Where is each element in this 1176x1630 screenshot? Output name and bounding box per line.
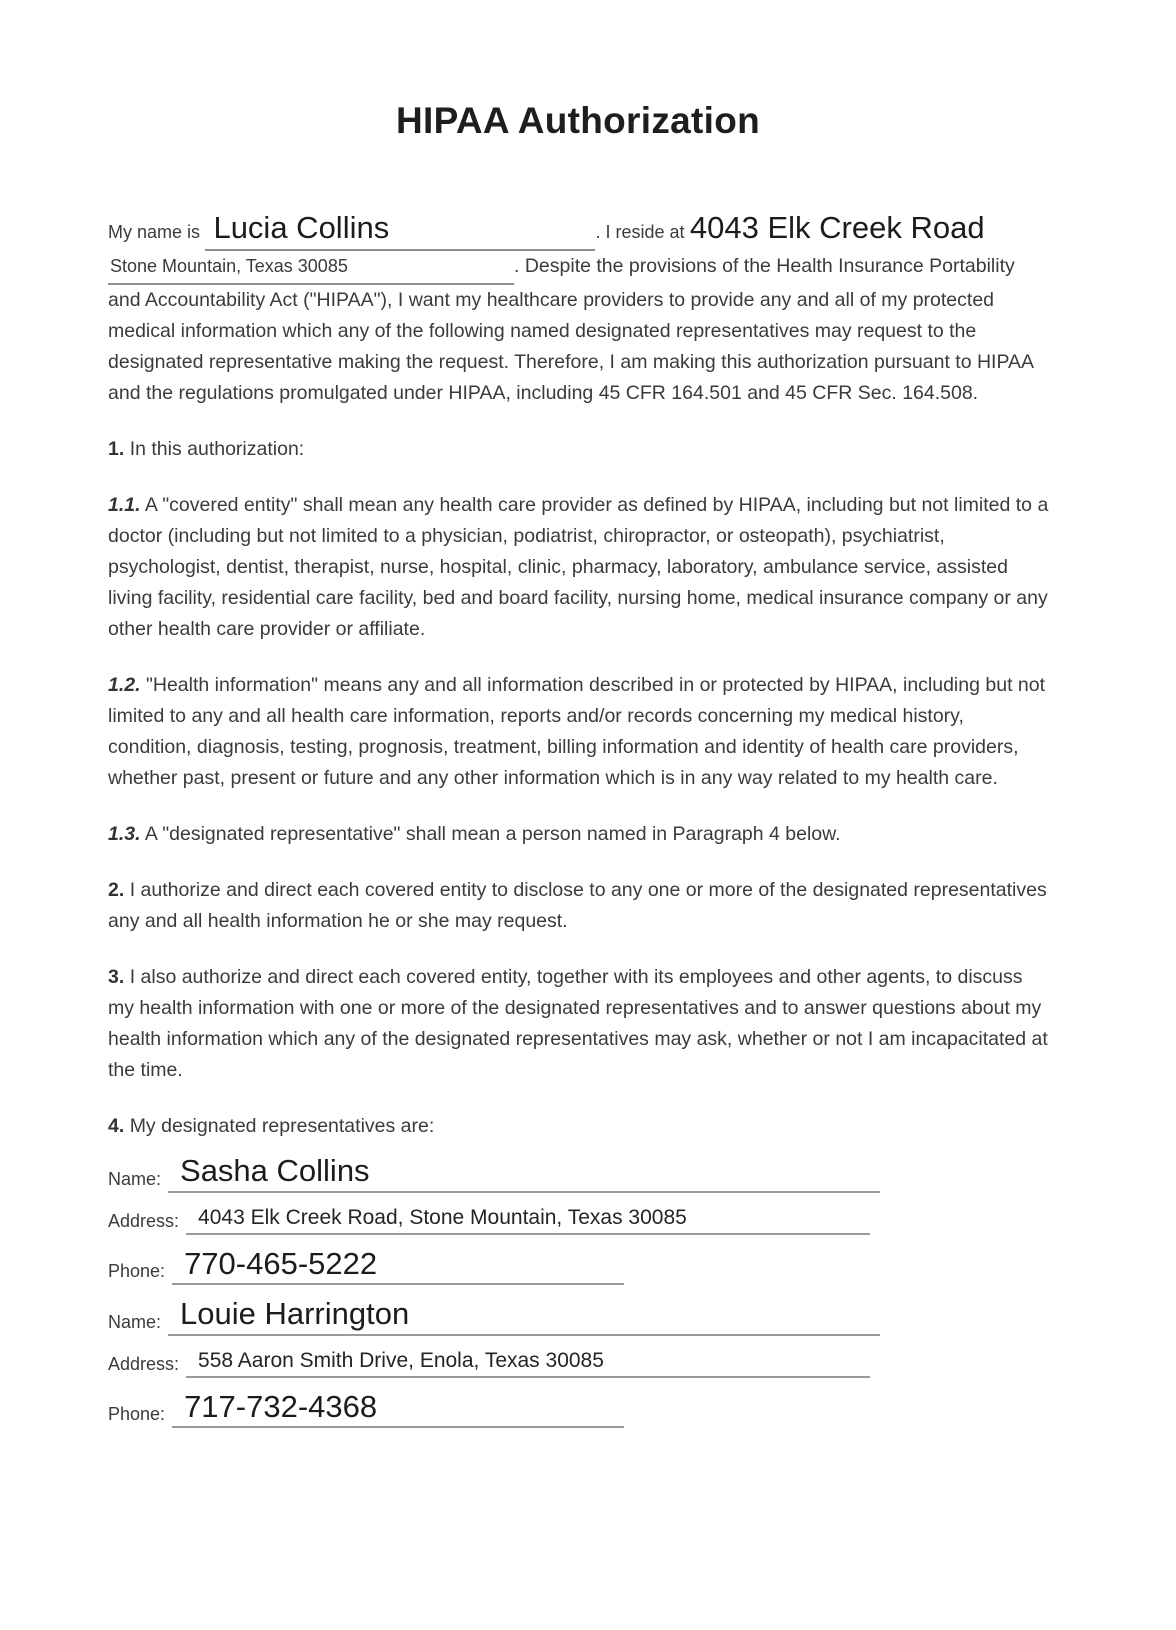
name-label: Name: (108, 1311, 162, 1332)
rep2-address-row (108, 1349, 1050, 1378)
address-label: Address: (108, 1353, 180, 1374)
phone-label: Phone: (108, 1261, 166, 1282)
section-2-number: 2. (108, 879, 125, 901)
patient-address-line1-field[interactable]: 4043 Elk Creek Road (689, 210, 985, 245)
section-1-3 (108, 819, 1050, 850)
document-content (108, 212, 1050, 1428)
rep2-phone-row (108, 1388, 1050, 1429)
patient-address-line2-field[interactable] (108, 251, 514, 285)
rep2-address-value[interactable]: 558 Aaron Smith Drive, Enola, Texas 30085 (198, 1348, 604, 1372)
rep1-phone-value[interactable]: 770-465-5222 (184, 1245, 378, 1281)
section-3-number: 3. (108, 966, 125, 988)
representative-block-1 (108, 1155, 1050, 1285)
section-2 (108, 875, 1050, 937)
rep1-name-value[interactable]: Sasha Collins (180, 1153, 370, 1188)
rep1-phone-row (108, 1245, 1050, 1286)
section-2-text: I authorize and direct each covered entity to disclose to any one or more of the designated representatives any and all health information he or she may request. (108, 879, 1047, 932)
name-label: Name: (108, 1168, 162, 1189)
address-label: Address: (108, 1210, 180, 1231)
intro-continuation-text: . Despite the provisions of the Health Insurance Portability and Accountability Act ("HIPAA"), I want my healthcare providers to provide any and all of my protected medical information which any of the following named designated representatives may request to the designated representative making the request. Therefore, I am making this authorization pursuant to HIPAA and the regulations promulgated under HIPAA, including 45 CFR 164.501 and 45 CFR Sec. 164.508. (108, 255, 1033, 404)
my-name-is-label: My name is (108, 222, 201, 242)
section-1 (108, 434, 1050, 465)
patient-name-field[interactable] (205, 212, 595, 251)
rep2-name-value[interactable]: Louie Harrington (180, 1296, 410, 1332)
rep2-phone-value[interactable]: 717-732-4368 (184, 1388, 378, 1424)
rep2-address-field[interactable] (186, 1349, 870, 1378)
section-1-text: In this authorization: (129, 438, 305, 460)
section-1-2 (108, 670, 1050, 794)
rep1-address-row (108, 1206, 1050, 1235)
representatives-list (108, 1155, 1050, 1428)
rep2-phone-field[interactable] (172, 1388, 624, 1429)
rep1-phone-field[interactable] (172, 1245, 624, 1286)
section-1-1 (108, 490, 1050, 645)
intro-paragraph (108, 212, 1050, 409)
representative-block-2 (108, 1298, 1050, 1428)
patient-address-line2-value[interactable]: Stone Mountain, Texas 30085 (110, 256, 348, 276)
section-4-number: 4. (108, 1115, 125, 1137)
rep1-name-field[interactable] (168, 1155, 880, 1193)
section-1-3-text: A "designated representative" shall mean a person named in Paragraph 4 below. (144, 823, 841, 845)
rep1-address-value[interactable]: 4043 Elk Creek Road, Stone Mountain, Texas 30085 (198, 1205, 687, 1229)
section-1-number: 1. (108, 438, 125, 460)
rep2-name-row (108, 1298, 1050, 1336)
rep2-name-field[interactable] (168, 1298, 880, 1336)
section-1-1-number: 1.1. (108, 494, 141, 516)
section-1-2-text: "Health information" means any and all information described in or protected by HIPAA, including but not limited to any and all health care information, reports and/or records concerning my medical history, condition, diagnosis, testing, prognosis, treatment, billing information and identity of health care providers, whether past, present or future and any other information which is in any way related to my health care. (108, 674, 1046, 789)
section-3 (108, 962, 1050, 1086)
patient-name-value[interactable]: Lucia Collins (213, 210, 390, 245)
rep1-address-field[interactable] (186, 1206, 870, 1235)
section-4-text: My designated representatives are: (129, 1115, 435, 1137)
section-1-2-number: 1.2. (108, 674, 141, 696)
i-reside-at-label: . I reside at (595, 222, 685, 242)
section-1-1-text: A "covered entity" shall mean any health care provider as defined by HIPAA, including but not limited to a doctor (including but not limited to a physician, podiatrist, chiropractor, or osteopath), psychiatrist, psychologist, dentist, therapist, nurse, hospital, clinic, pharmacy, laboratory, ambulance service, assisted living facility, residential care facility, bed and board facility, nursing home, medical insurance company or any other health care provider or affiliate. (108, 494, 1049, 640)
rep1-name-row (108, 1155, 1050, 1193)
section-3-text: I also authorize and direct each covered entity, together with its employees and other agents, to discuss my health information with one or more of the designated representatives and to answer questions about my health information which any of the designated representatives may ask, whether or not I am incapacitated at the time. (108, 966, 1048, 1081)
section-1-3-number: 1.3. (108, 823, 141, 845)
section-4 (108, 1111, 1050, 1142)
phone-label: Phone: (108, 1404, 166, 1425)
page-title: HIPAA Authorization (395, 100, 760, 141)
